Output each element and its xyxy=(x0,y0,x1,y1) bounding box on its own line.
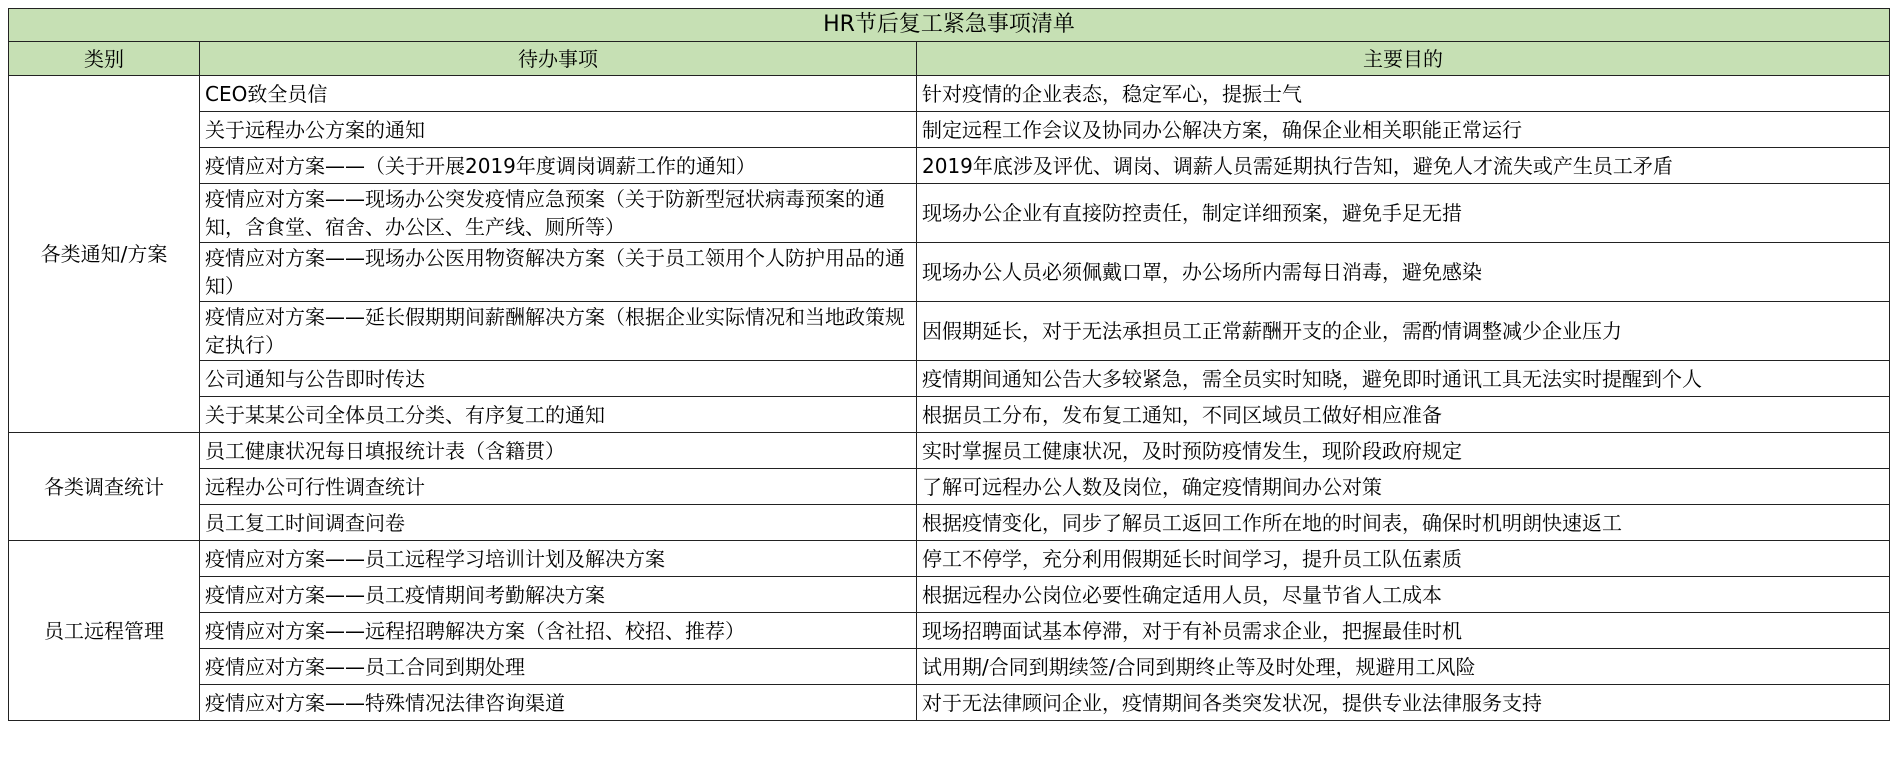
table-row xyxy=(9,505,1890,541)
todo-cell[interactable]: 关于某某公司全体员工分类、有序复工的通知 xyxy=(200,397,917,433)
todo-cell[interactable]: 疫情应对方案——（关于开展2019年度调岗调薪工作的通知） xyxy=(200,148,917,184)
title-row xyxy=(9,9,1890,42)
todo-cell[interactable]: 疫情应对方案——员工远程学习培训计划及解决方案 xyxy=(200,541,917,577)
table-row xyxy=(9,649,1890,685)
purpose-cell[interactable]: 实时掌握员工健康状况，及时预防疫情发生，现阶段政府规定 xyxy=(917,433,1890,469)
header-category[interactable]: 类别 xyxy=(9,42,200,76)
purpose-cell[interactable]: 现场招聘面试基本停滞，对于有补员需求企业，把握最佳时机 xyxy=(917,613,1890,649)
purpose-cell[interactable]: 针对疫情的企业表态，稳定军心，提振士气 xyxy=(917,76,1890,112)
table-row xyxy=(9,433,1890,469)
todo-cell[interactable]: 疫情应对方案——现场办公医用物资解决方案（关于员工领用个人防护用品的通知） xyxy=(200,243,917,302)
todo-cell[interactable]: 疫情应对方案——现场办公突发疫情应急预案（关于防新型冠状病毒预案的通知，含食堂、宿舍、办公区、生产线、厕所等） xyxy=(200,184,917,243)
purpose-cell[interactable]: 疫情期间通知公告大多较紧急，需全员实时知晓，避免即时通讯工具无法实时提醒到个人 xyxy=(917,361,1890,397)
table-row xyxy=(9,243,1890,302)
todo-cell[interactable]: 疫情应对方案——特殊情况法律咨询渠道 xyxy=(200,685,917,721)
purpose-cell[interactable]: 试用期/合同到期续签/合同到期终止等及时处理，规避用工风险 xyxy=(917,649,1890,685)
table-row xyxy=(9,397,1890,433)
purpose-cell[interactable]: 现场办公企业有直接防控责任，制定详细预案，避免手足无措 xyxy=(917,184,1890,243)
table-row xyxy=(9,541,1890,577)
purpose-cell[interactable]: 根据远程办公岗位必要性确定适用人员，尽量节省人工成本 xyxy=(917,577,1890,613)
header-purpose[interactable]: 主要目的 xyxy=(917,42,1890,76)
category-cell[interactable]: 各类调查统计 xyxy=(9,433,200,541)
table-row xyxy=(9,613,1890,649)
purpose-cell[interactable]: 2019年底涉及评优、调岗、调薪人员需延期执行告知，避免人才流失或产生员工矛盾 xyxy=(917,148,1890,184)
purpose-cell[interactable]: 对于无法律顾问企业，疫情期间各类突发状况，提供专业法律服务支持 xyxy=(917,685,1890,721)
table-row xyxy=(9,685,1890,721)
table-row xyxy=(9,577,1890,613)
table-row xyxy=(9,361,1890,397)
todo-cell[interactable]: 员工复工时间调查问卷 xyxy=(200,505,917,541)
category-cell[interactable]: 员工远程管理 xyxy=(9,541,200,721)
table-row xyxy=(9,112,1890,148)
table-row xyxy=(9,302,1890,361)
todo-cell[interactable]: 关于远程办公方案的通知 xyxy=(200,112,917,148)
todo-cell[interactable]: CEO致全员信 xyxy=(200,76,917,112)
purpose-cell[interactable]: 因假期延长，对于无法承担员工正常薪酬开支的企业，需酌情调整减少企业压力 xyxy=(917,302,1890,361)
table-row xyxy=(9,76,1890,112)
todo-cell[interactable]: 公司通知与公告即时传达 xyxy=(200,361,917,397)
purpose-cell[interactable]: 根据员工分布，发布复工通知，不同区域员工做好相应准备 xyxy=(917,397,1890,433)
todo-cell[interactable]: 疫情应对方案——延长假期期间薪酬解决方案（根据企业实际情况和当地政策规定执行） xyxy=(200,302,917,361)
todo-cell[interactable]: 疫情应对方案——员工合同到期处理 xyxy=(200,649,917,685)
checklist-table xyxy=(8,8,1890,721)
purpose-cell[interactable]: 停工不停学，充分利用假期延长时间学习，提升员工队伍素质 xyxy=(917,541,1890,577)
spreadsheet xyxy=(8,8,1889,721)
todo-cell[interactable]: 疫情应对方案——远程招聘解决方案（含社招、校招、推荐） xyxy=(200,613,917,649)
table-row xyxy=(9,469,1890,505)
todo-cell[interactable]: 远程办公可行性调查统计 xyxy=(200,469,917,505)
header-row xyxy=(9,42,1890,76)
table-row xyxy=(9,148,1890,184)
purpose-cell[interactable]: 现场办公人员必须佩戴口罩，办公场所内需每日消毒，避免感染 xyxy=(917,243,1890,302)
purpose-cell[interactable]: 根据疫情变化，同步了解员工返回工作所在地的时间表，确保时机明朗快速返工 xyxy=(917,505,1890,541)
category-cell[interactable]: 各类通知/方案 xyxy=(9,76,200,433)
table-row xyxy=(9,184,1890,243)
header-todo[interactable]: 待办事项 xyxy=(200,42,917,76)
purpose-cell[interactable]: 制定远程工作会议及协同办公解决方案，确保企业相关职能正常运行 xyxy=(917,112,1890,148)
todo-cell[interactable]: 疫情应对方案——员工疫情期间考勤解决方案 xyxy=(200,577,917,613)
table-title[interactable]: HR节后复工紧急事项清单 xyxy=(9,9,1890,42)
purpose-cell[interactable]: 了解可远程办公人数及岗位，确定疫情期间办公对策 xyxy=(917,469,1890,505)
todo-cell[interactable]: 员工健康状况每日填报统计表（含籍贯） xyxy=(200,433,917,469)
